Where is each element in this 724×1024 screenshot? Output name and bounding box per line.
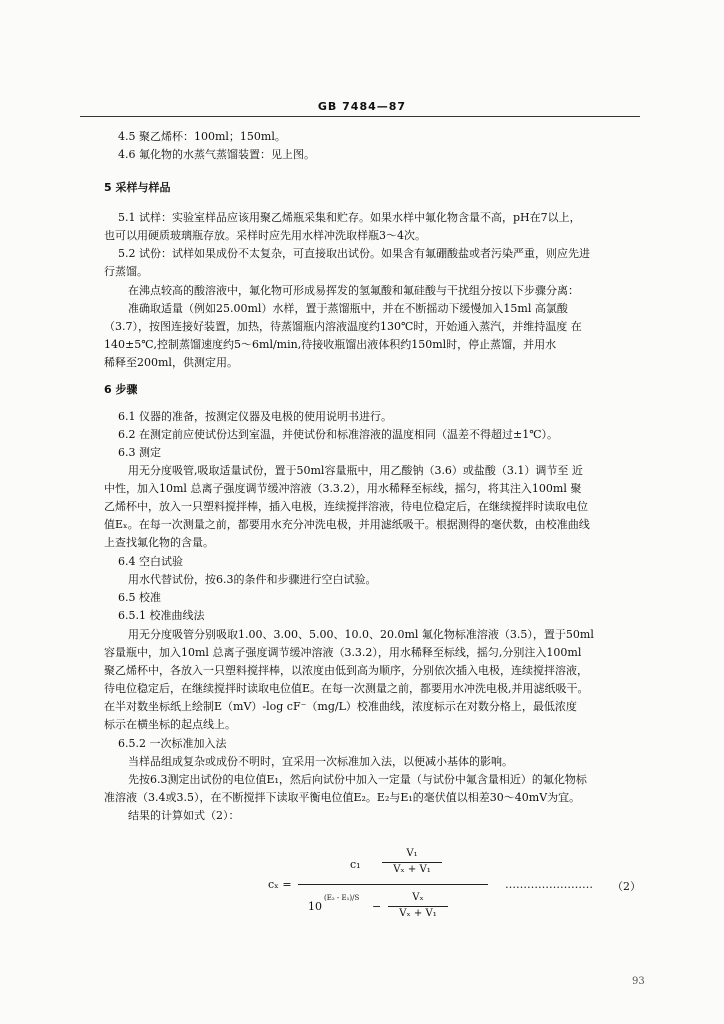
- text-line: （3.7），按图连接好装置，加热，待蒸馏瓶内溶液温度约130℃时，开始通入蒸汽，并维持温度 在: [104, 320, 582, 333]
- text-line: 稀释至200ml，供测定用。: [104, 356, 238, 369]
- formula-den-frac-bar: [388, 906, 448, 907]
- text-line: 140±5℃,控制蒸馏速度约5～6ml/min,待接收瓶馏出液体积约150ml时，停止蒸馏，并用水: [104, 338, 557, 351]
- text-line: 乙烯杯中，放入一只塑料搅拌棒，插入电极，连续搅拌溶液，待电位稳定后，在继续搅拌时读取电位: [104, 500, 588, 513]
- text-line: 在沸点较高的酸溶液中，氟化物可形成易挥发的氢氟酸和氟硅酸与干扰组分按以下步骤分离：: [128, 284, 579, 297]
- text-line: 准溶液（3.4或3.5），在不断搅拌下读取平衡电位值E₂。E₂与E₁的毫伏值以相差30～40mV为宜。: [104, 791, 581, 804]
- text-line: 也可以用硬质玻璃瓶存放。采样时应先用水样冲洗取样瓶3～4次。: [104, 229, 426, 242]
- page-number: 93: [632, 976, 645, 987]
- text-line: 值Eₓ。在每一次测量之前，都要用水充分冲洗电极，并用滤纸吸干。根据测得的毫伏数，由校准曲线: [104, 518, 590, 531]
- formula-num-frac-top: V₁: [406, 848, 418, 859]
- formula-den-frac-top: Vₓ: [412, 892, 424, 903]
- formula-den-exp: (E₂ - E₁)/S: [324, 894, 360, 902]
- text-line: 当样品组成复杂或成份不明时，宜采用一次标准加入法，以便减小基体的影响。: [128, 755, 513, 768]
- formula-den-base: 10: [308, 900, 322, 913]
- subsection-heading: 6.5 校准: [118, 591, 161, 604]
- text-line: 中性，加入10ml 总离子强度调节缓冲溶液（3.3.2），用水稀释至标线，摇匀，将其注入100ml 聚: [104, 482, 582, 495]
- text-line: 准确取适量（例如25.00ml）水样，置于蒸馏瓶中，并在不断摇动下缓慢加入15ml 高氯酸: [128, 302, 568, 315]
- text-line: 6.3 测定: [118, 446, 161, 459]
- formula-num-frac-bottom: Vₓ + V₁: [393, 864, 431, 875]
- text-line: 在半对数坐标纸上绘制E（mV）-log cF⁻（mg/L）校准曲线，浓度标示在对数分格上，最低浓度: [104, 700, 577, 713]
- text-line: 用无分度吸管分别吸取1.00、3.00、5.00、10.0、20.0ml 氟化物标准溶液（3.5），置于50ml: [128, 628, 594, 641]
- text-line: 用无分度吸管,吸取适量试份，置于50ml容量瓶中，用乙酸钠（3.6）或盐酸（3.1）调节至 近: [128, 464, 583, 477]
- subsection-heading: 6.5.1 校准曲线法: [118, 609, 205, 622]
- text-line: 6.2 在测定前应使试份达到室温，并使试份和标准溶液的温度相同（温差不得超过±1℃）。: [118, 428, 559, 441]
- text-line: 先按6.3测定出试份的电位值E₁，然后向试份中加入一定量（与试份中氟含量相近）的氟化物标: [128, 773, 587, 786]
- text-line: 6.1 仪器的准备，按测定仪器及电极的使用说明书进行。: [118, 410, 392, 423]
- text-line: 标示在横坐标的起点线上。: [104, 718, 236, 731]
- formula-num-frac-bar: [382, 862, 442, 863]
- formula-main-bar: [298, 884, 488, 885]
- section-heading: 5 采样与样品: [104, 181, 171, 194]
- formula-den-minus: −: [372, 900, 382, 913]
- text-line: 上查找氟化物的含量。: [104, 536, 214, 549]
- text-line: 4.5 聚乙烯杯：100ml；150ml。: [118, 130, 286, 143]
- formula-number: （2）: [612, 880, 641, 893]
- formula-den-frac-bottom: Vₓ + V₁: [399, 908, 437, 919]
- formula-lhs: cₓ =: [268, 878, 292, 891]
- text-line: 结果的计算如式（2）：: [128, 809, 240, 822]
- text-line: 待电位稳定后，在继续搅拌时读取电位值E。在每一次测量之前，都要用水冲洗电极,并用滤纸吸干。: [104, 682, 589, 695]
- text-line: 用水代替试份，按6.3的条件和步骤进行空白试验。: [128, 573, 377, 586]
- formula-leader-dots: ……………………: [505, 878, 593, 891]
- header-rule: [80, 116, 640, 117]
- text-line: 行蒸馏。: [104, 265, 148, 278]
- text-line: 4.6 氟化物的水蒸气蒸馏装置：见上图。: [118, 148, 315, 161]
- running-header: GB 7484—87: [317, 100, 407, 113]
- section-heading: 6 步骤: [104, 383, 138, 396]
- subsection-heading: 6.5.2 一次标准加入法: [118, 737, 227, 750]
- subsection-heading: 6.4 空白试验: [118, 555, 183, 568]
- text-line: 5.1 试样：实验室样品应该用聚乙烯瓶采集和贮存。如果水样中氟化物含量不高，pH在7以上，: [118, 211, 581, 224]
- formula-num-coef: c₁: [350, 858, 361, 871]
- text-line: 容量瓶中，加入10ml 总离子强度调节缓冲溶液（3.3.2），用水稀释至标线，摇匀,分别注入100ml: [104, 646, 582, 659]
- text-line: 聚乙烯杯中，各放入一只塑料搅拌棒，以浓度由低到高为顺序，分别依次插入电极，连续搅拌溶液，: [104, 664, 588, 677]
- text-line: 5.2 试份：试样如果成份不太复杂，可直接取出试份。如果含有氟硼酸盐或者污染严重，则应先进: [118, 247, 590, 260]
